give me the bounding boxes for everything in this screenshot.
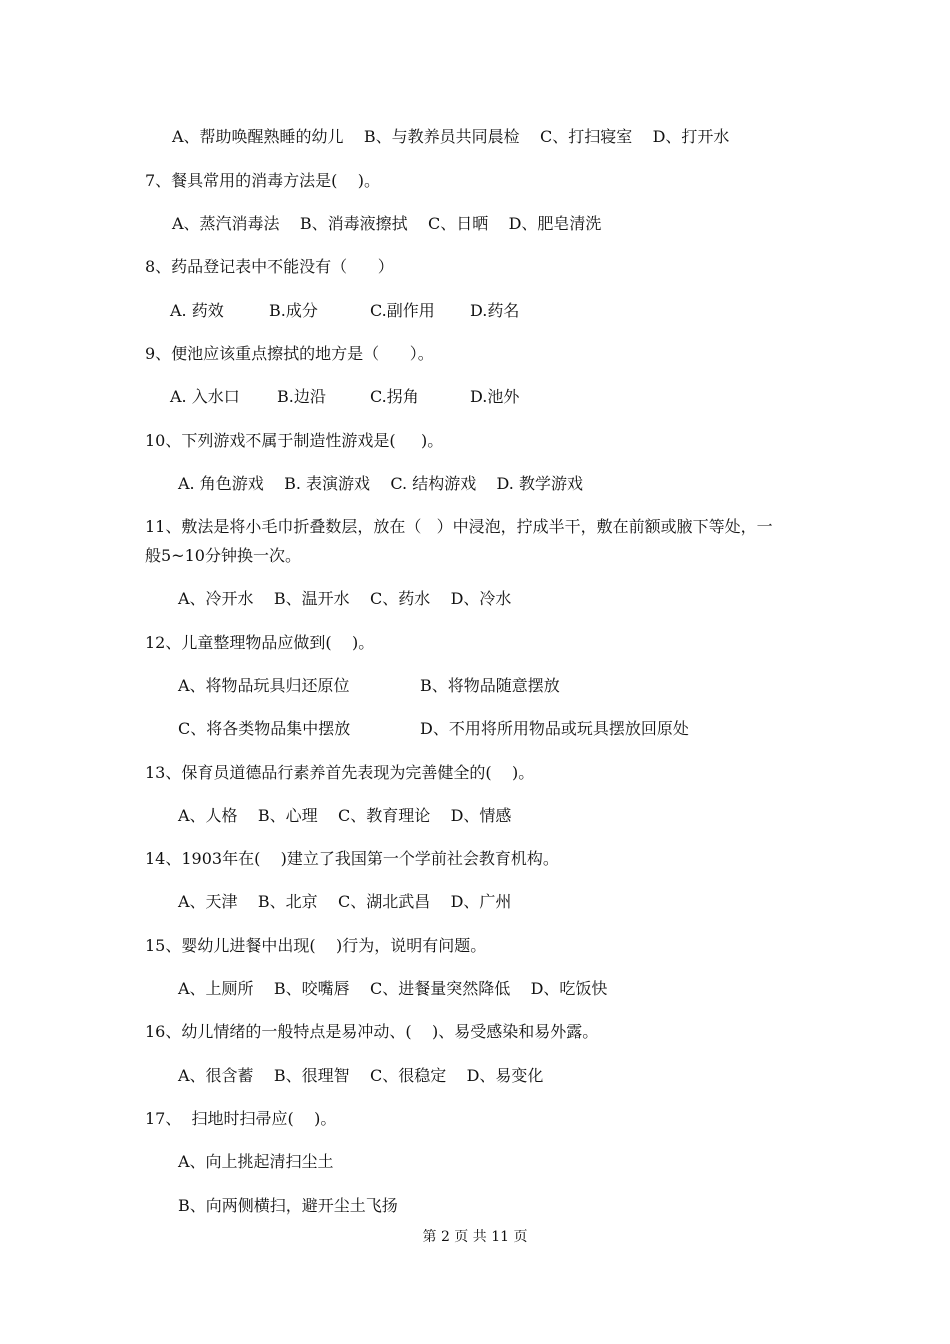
q15-options: A、上厕所 B、咬嘴唇 C、进餐量突然降低 D、吃饭快 — [178, 979, 608, 998]
q9-stem: 9、便池应该重点擦拭的地方是（ ）。 — [145, 344, 434, 363]
q11-stem-line1: 11、敷法是将小毛巾折叠数层，放在（ ）中浸泡，拧成半干，敷在前额或腋下等处，一 — [145, 517, 773, 536]
q10-options: A. 角色游戏 B. 表演游戏 C. 结构游戏 D. 教学游戏 — [178, 474, 583, 493]
q8-options — [0, 301, 950, 321]
q12-option-d: D、不用将所用物品或玩具摆放回原处 — [420, 719, 689, 738]
q7-stem: 7、餐具常用的消毒方法是( )。 — [145, 171, 381, 190]
q12-options-row1 — [0, 676, 950, 696]
q12-stem: 12、儿童整理物品应做到( )。 — [145, 633, 375, 652]
q12-option-a: A、将物品玩具归还原位 — [178, 676, 350, 695]
q12-options-row2 — [0, 719, 950, 739]
q15-stem: 15、婴幼儿进餐中出现( )行为，说明有问题。 — [145, 936, 487, 955]
q8-option-b: B.成分 — [269, 301, 318, 320]
q11-stem-line2: 般5~10分钟换一次。 — [145, 546, 301, 565]
q9-options — [0, 387, 950, 407]
q8-option-c: C.副作用 — [370, 301, 435, 320]
q9-option-c: C.拐角 — [370, 387, 419, 406]
q12-option-b: B、将物品随意摆放 — [420, 676, 560, 695]
q9-option-d: D.池外 — [470, 387, 520, 406]
q8-stem: 8、药品登记表中不能没有（ ） — [145, 257, 394, 276]
q8-option-a: A. 药效 — [170, 301, 224, 320]
q17-option-b: B、向两侧横扫，避开尘土飞扬 — [178, 1196, 398, 1215]
page-number-footer: 第 2 页 共 11 页 — [422, 1229, 528, 1245]
q9-option-a: A. 入水口 — [170, 387, 240, 406]
q17-stem: 17、 扫地时扫帚应( )。 — [145, 1109, 337, 1128]
q16-stem: 16、幼儿情绪的一般特点是易冲动、( )、易受感染和易外露。 — [145, 1022, 599, 1041]
q6-options: A、帮助唤醒熟睡的幼儿 B、与教养员共同晨检 C、打扫寝室 D、打开水 — [172, 127, 730, 146]
q14-options: A、天津 B、北京 C、湖北武昌 D、广州 — [178, 892, 512, 911]
q16-options: A、很含蓄 B、很理智 C、很稳定 D、易变化 — [178, 1066, 544, 1085]
q17-option-a: A、向上挑起清扫尘土 — [178, 1152, 334, 1171]
q13-options: A、人格 B、心理 C、教育理论 D、情感 — [178, 806, 512, 825]
q13-stem: 13、保育员道德品行素养首先表现为完善健全的( )。 — [145, 763, 535, 782]
q12-option-c: C、将各类物品集中摆放 — [178, 719, 351, 738]
q14-stem: 14、1903年在( )建立了我国第一个学前社会教育机构。 — [145, 849, 559, 868]
q10-stem: 10、下列游戏不属于制造性游戏是( )。 — [145, 431, 444, 450]
q9-option-b: B.边沿 — [277, 387, 326, 406]
q7-options: A、蒸汽消毒法 B、消毒液擦拭 C、日晒 D、肥皂清洗 — [172, 214, 602, 233]
q11-options: A、冷开水 B、温开水 C、药水 D、冷水 — [178, 589, 512, 608]
q8-option-d: D.药名 — [470, 301, 520, 320]
